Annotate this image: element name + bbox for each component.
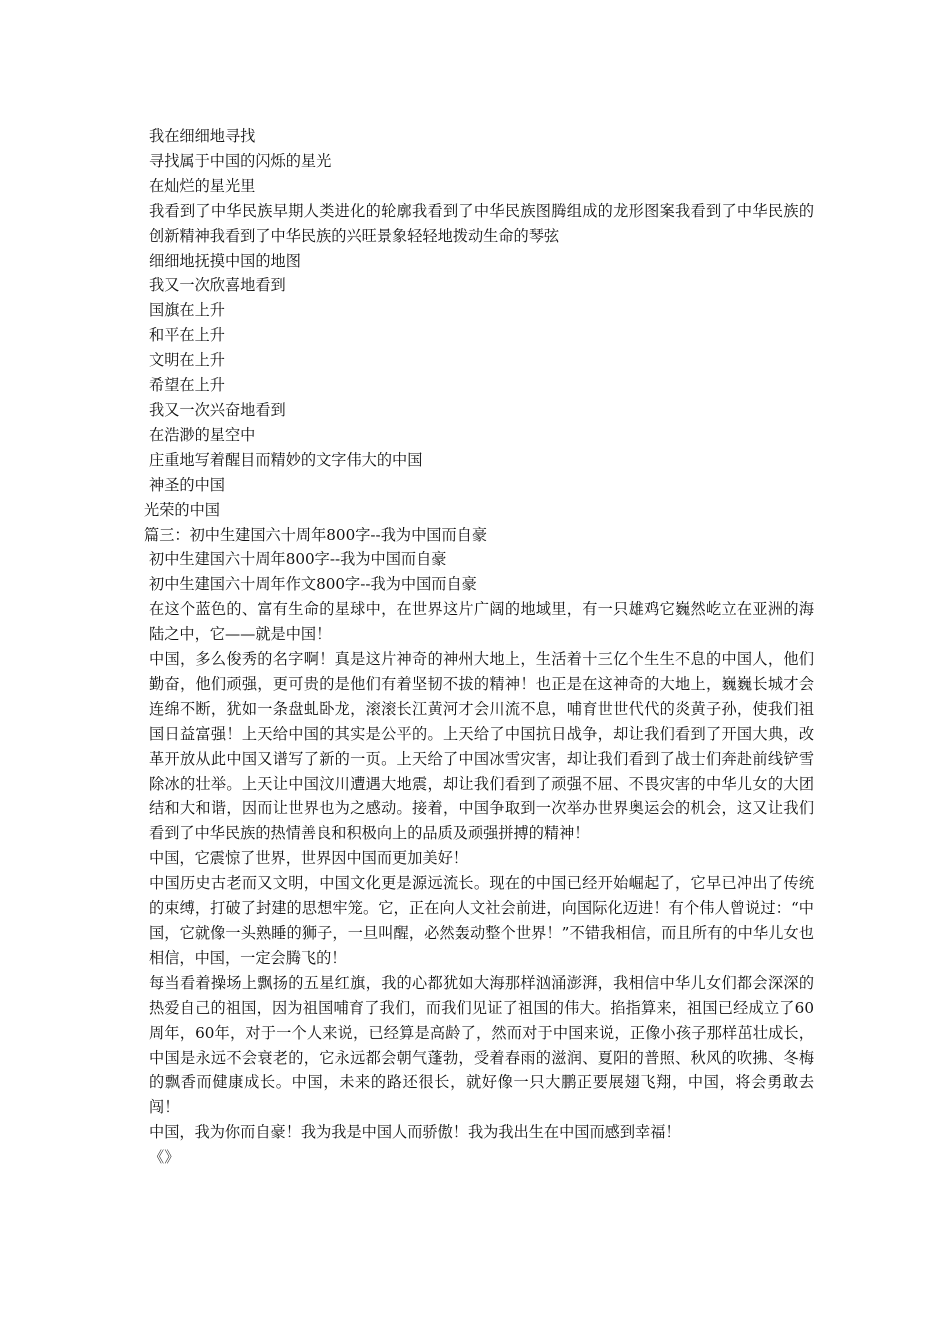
poem-line: 光荣的中国 — [144, 500, 220, 519]
poem-line: 庄重地写着醒目而精妙的文字伟大的中国 — [149, 450, 423, 469]
poem-line: 文明在上升 — [149, 351, 225, 370]
poem-line: 寻找属于中国的闪烁的星光 — [149, 151, 332, 170]
poem-line: 神圣的中国 — [149, 475, 225, 494]
poem-line: 希望在上升 — [149, 376, 225, 395]
essay-title: 初中生建国六十周年800字--我为中国而自豪 — [149, 550, 447, 569]
essay-subtitle: 初中生建国六十周年作文800字--我为中国而自豪 — [149, 575, 477, 594]
poem-line: 我在细细地寻找 — [149, 127, 256, 145]
closing-brackets: 《》 — [149, 1148, 180, 1167]
poem-line: 在浩渺的星空中 — [149, 425, 256, 444]
poem-line: 在灿烂的星光里 — [149, 176, 256, 195]
document-body — [144, 124, 814, 1170]
poem-line: 细细地抚摸中国的地图 — [149, 251, 301, 270]
essay-paragraph: 中国，它震惊了世界，世界因中国而更加美好！ — [149, 849, 468, 868]
essay-paragraph: 每当看着操场上飘扬的五星红旗，我的心都犹如大海那样汹涌澎湃，我相信中华儿女们都会深深的热爱自己的祖国，因为祖国哺育了我们，而我们见证了祖国的伟大。掐指算来，祖国已经成立了60周年，60年，对于一个人来说，已经算是高龄了，然而对于中国来说，正像小孩子那样茁壮成长，中国是永远不会衰老的，它永远都会朝气蓬勃，受着春雨的滋润、夏阳的普照、秋风的吹拂、冬梅的飘香而健康成长。中国，未来的路还很长，就好像一只大鹏正要展翅飞翔，中国，将会勇敢去闯！ — [149, 973, 814, 1117]
poem-line: 我又一次兴奋地看到 — [149, 400, 286, 419]
essay-paragraph: 中国，我为你而自豪！我为我是中国人而骄傲！我为我出生在中国而感到幸福！ — [149, 1123, 681, 1142]
poem-line: 和平在上升 — [149, 326, 225, 345]
essay-paragraph: 中国历史古老而又文明，中国文化更是源远流长。现在的中国已经开始崛起了，它早已冲出了传统的束缚，打破了封建的思想牢笼。它，正在向人文社会前进，向国际化迈进！有个伟人曾说过：“中国，它就像一头熟睡的狮子，一旦叫醒，必然轰动整个世界！”不错我相信，而且所有的中华儿女也相信，中国，一定会腾飞的！ — [149, 874, 814, 967]
poem-line: 国旗在上升 — [149, 301, 225, 320]
section-heading: 篇三：初中生建国六十周年800字--我为中国而自豪 — [144, 525, 488, 544]
essay-paragraph: 中国，多么俊秀的名字啊！真是这片神奇的神州大地上，生活着十三亿个生生不息的中国人，他们勤奋，他们顽强，更可贵的是他们有着坚韧不拔的精神！也正是在这神奇的大地上，巍巍长城才会连绵不断，犹如一条盘虬卧龙，滚滚长江黄河才会川流不息，哺育世世代代的炎黄子孙，使我们祖国日益富强！上天给中国的其实是公平的。上天给了中国抗日战争，却让我们看到了开国大典，改革开放从此中国又谱写了新的一页。上天给了中国冰雪灾害，却让我们看到了战士们奔赴前线铲雪除冰的壮举。上天让中国汶川遭遇大地震，却让我们看到了顽强不屈、不畏灾害的中华儿女的大团结和大和谐，因而让世界也为之感动。接着，中国争取到一次举办世界奥运会的机会，这又让我们看到了中华民族的热情善良和积极向上的品质及顽强拼搏的精神！ — [149, 650, 814, 843]
poem-paragraph: 我看到了中华民族早期人类进化的轮廓我看到了中华民族图腾组成的龙形图案我看到了中华民族的创新精神我看到了中华民族的兴旺景象轻轻地拨动生命的琴弦 — [149, 201, 814, 245]
poem-line: 我又一次欣喜地看到 — [149, 276, 286, 295]
essay-paragraph: 在这个蓝色的、富有生命的星球中，在世界这片广阔的地域里，有一只雄鸡它巍然屹立在亚洲的海陆之中，它——就是中国！ — [149, 600, 814, 644]
